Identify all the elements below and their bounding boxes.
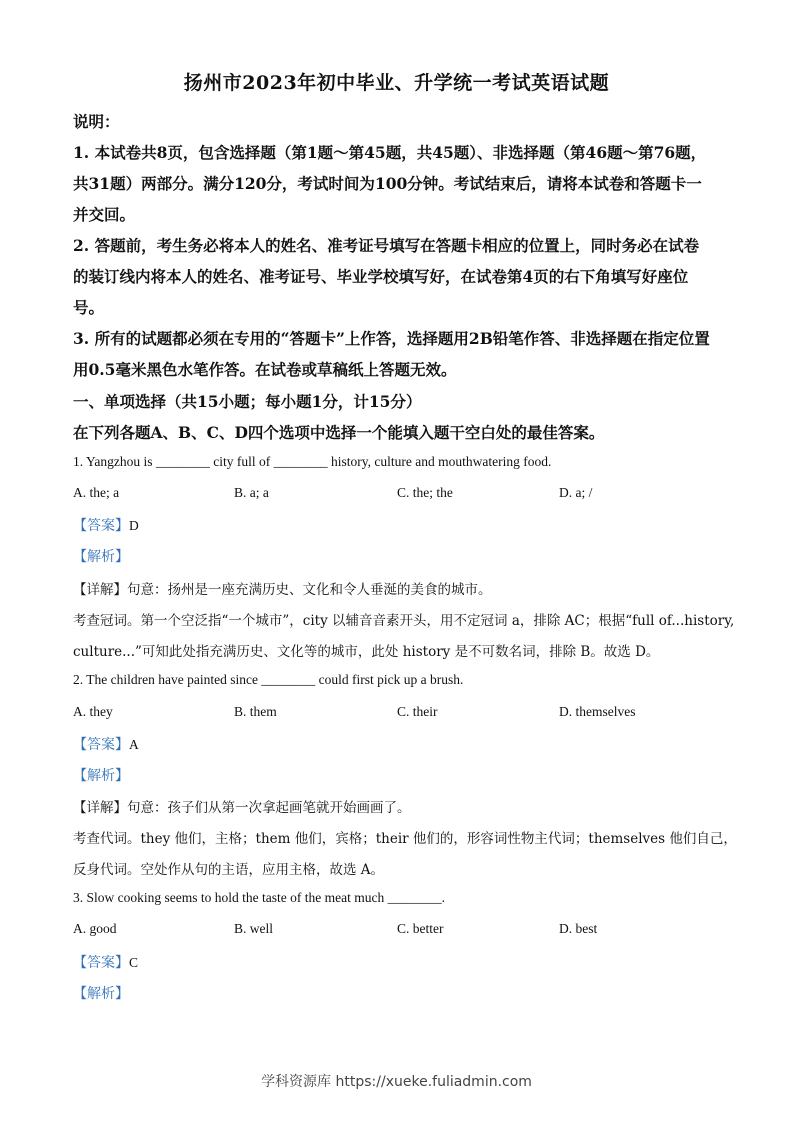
detail-line: 反身代词。空处作从句的主语，应用主格，故选 A。 [73,862,385,878]
answer-row [73,515,733,535]
option-a: A. the; a [73,485,120,500]
answer-value: C [129,955,139,970]
instruction-line: 号。 [73,298,105,317]
option-a: A. they [73,704,113,719]
instruction-line: 用0.5毫米黑色水笔作答。在试卷或草稿纸上答题无效。 [73,360,457,379]
question-stem: 3. Slow cooking seems to hold the taste of the meat much ________. [73,890,445,905]
option-d: D. a; / [559,485,593,500]
analysis-label: 【解析】 [73,549,129,565]
instruction-line: 1. 本试卷共8页，包含选择题（第1题～第45题，共45题）、非选择题（第46题～第76题， [73,143,707,162]
detail-line: 【详解】句意：扬州是一座充满历史、文化和令人垂涎的美食的城市。 [73,582,492,598]
section-heading: 一、单项选择（共15小题；每小题1分，计15分） [73,392,422,411]
option-c: C. their [397,704,438,719]
analysis-label: 【解析】 [73,986,129,1002]
instruction-line: 的装订线内将本人的姓名、准考证号、毕业学校填写好，在试卷第4页的右下角填写好座位 [73,267,689,286]
section-directions: 在下列各题A、B、C、D四个选项中选择一个能填入题干空白处的最佳答案。 [73,423,605,442]
answer-row [73,734,733,754]
detail-line: 考查代词。they 他们，主格；them 他们，宾格；their 他们的，形容词性物主代词；themselves 他们自己， [73,831,737,847]
answer-label: 【答案】 [73,955,129,971]
option-b: B. well [234,921,273,936]
answer-label: 【答案】 [73,737,129,753]
question-stem: 1. Yangzhou is ________ city full of ________ history, culture and mouthwatering food. [73,454,552,469]
option-d: D. best [559,921,598,936]
instructions-heading: 说明： [73,112,120,131]
footer-watermark: 学科资源库 https://xueke.fuliadmin.com [261,1074,532,1090]
option-a: A. good [73,921,117,936]
answer-value: D [129,518,139,533]
answer-row [73,952,733,972]
instruction-line: 并交回。 [73,205,136,224]
option-c: C. better [397,921,444,936]
question-stem: 2. The children have painted since ________ could first pick up a brush. [73,672,464,687]
instruction-line: 2. 答题前，考生务必将本人的姓名、准考证号填写在答题卡相应的位置上，同时务必在试卷 [73,236,700,255]
instruction-line: 共31题）两部分。满分120分，考试时间为100分钟。考试结束后，请将本试卷和答题卡一 [73,174,702,193]
detail-line: culture...”可知此处指充满历史、文化等的城市，此处 history 是不可数名词，排除 B。故选 D。 [73,644,660,660]
page-title: 扬州市2023年初中毕业、升学统一考试英语试题 [183,72,610,94]
option-d: D. themselves [559,704,636,719]
analysis-label: 【解析】 [73,768,129,784]
detail-line: 考查冠词。第一个空泛指“一个城市”，city 以辅音音素开头，用不定冠词 a，排除 AC；根据“full of...history, [73,613,735,629]
instruction-line: 3. 所有的试题都必须在专用的“答题卡”上作答，选择题用2B铅笔作答、非选择题在指定位置 [73,329,710,348]
answer-value: A [129,737,139,752]
detail-line: 【详解】句意：孩子们从第一次拿起画笔就开始画画了。 [73,800,411,816]
option-b: B. a; a [234,485,269,500]
option-b: B. them [234,704,277,719]
option-c: C. the; the [397,485,453,500]
answer-label: 【答案】 [73,518,129,534]
